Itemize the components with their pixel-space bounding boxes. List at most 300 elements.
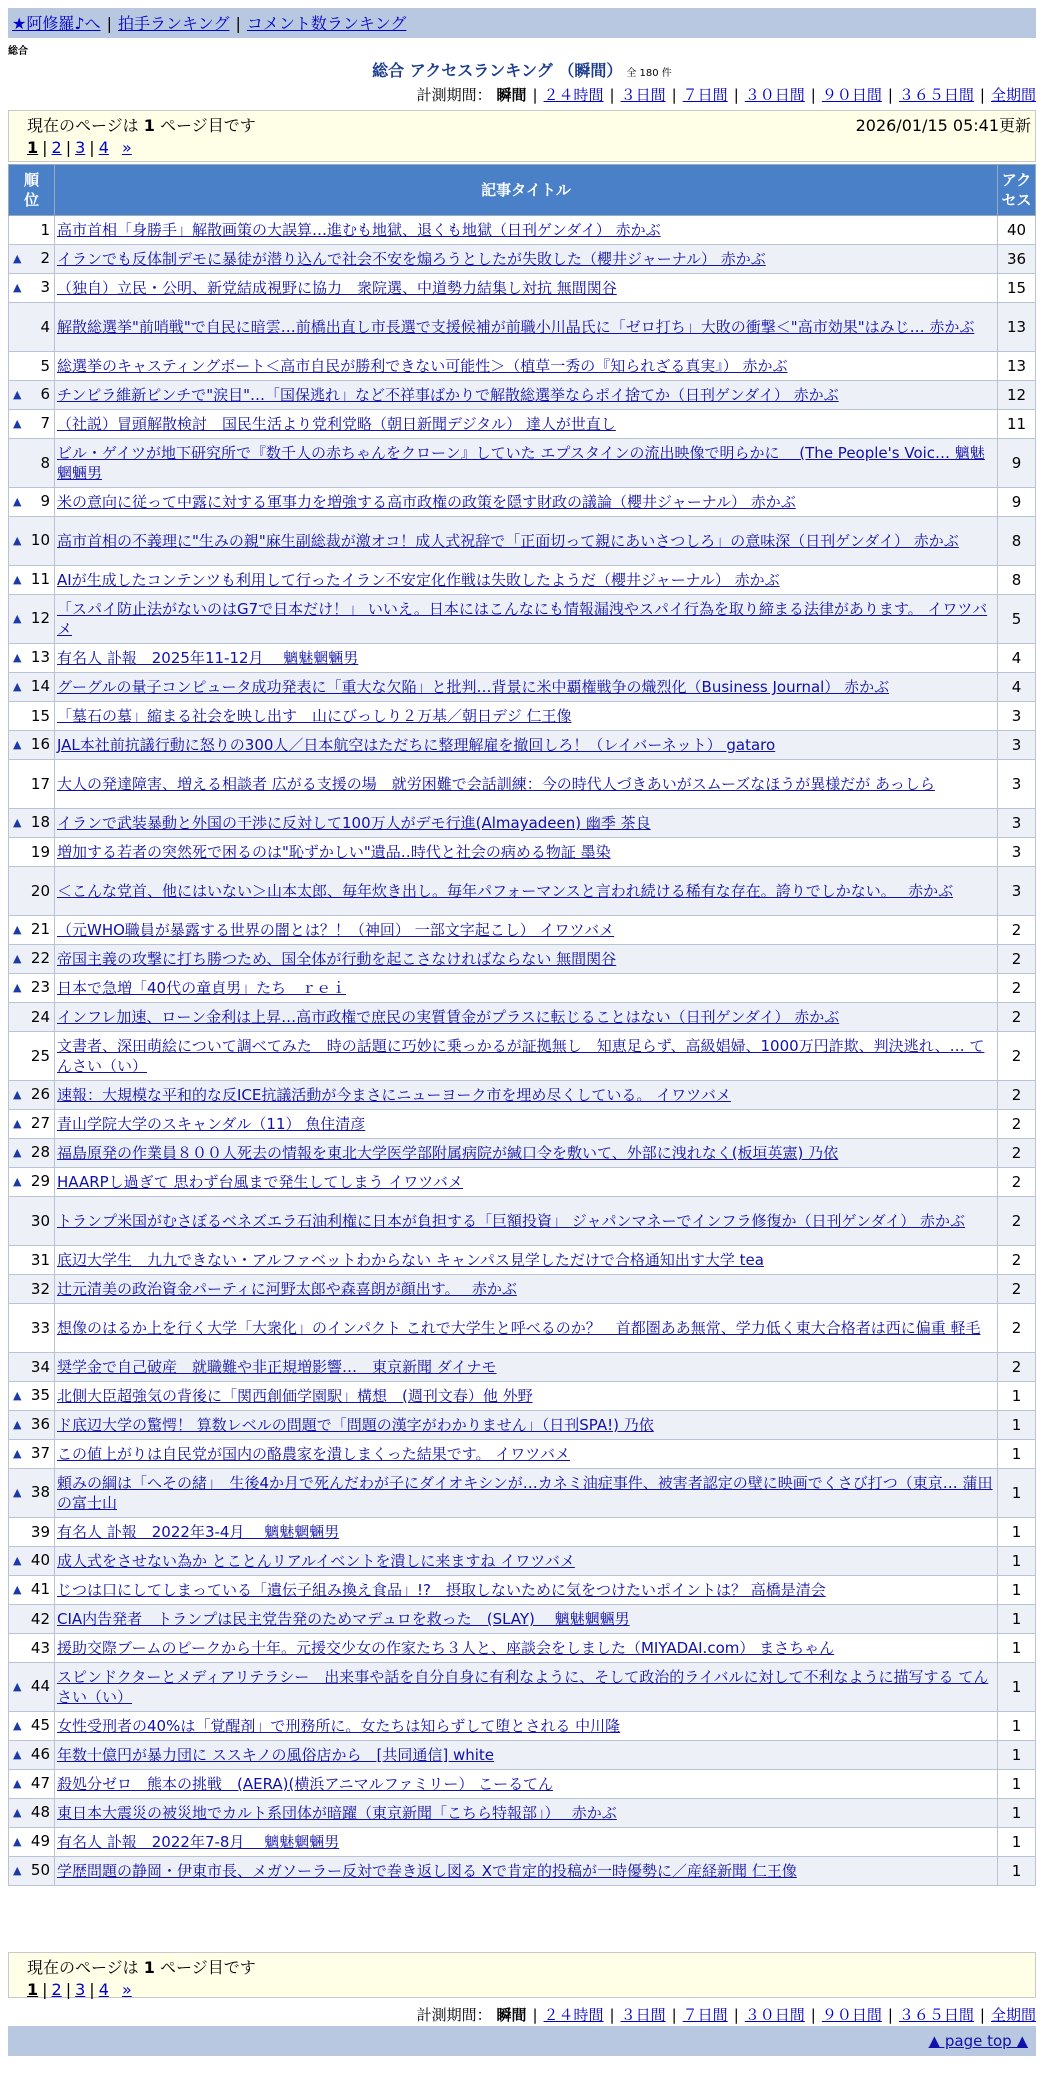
rank-number: 5 [40,357,50,375]
rank-number: 40 [30,1551,50,1569]
access-count: 2 [998,916,1036,945]
table-row [9,702,1036,731]
table-row [9,731,1036,760]
period-option[interactable]: ３６５日間 [898,86,974,104]
access-count: 11 [998,410,1036,439]
article-link[interactable]: 大人の発達障害、増える相談者 広がる支援の場 就労困難で会話訓練：今の時代人づきあいがスムーズなほうが異様だが あっしら [57,775,935,793]
up-arrow-icon: ▲ [13,1554,22,1567]
title-cell [55,1518,998,1547]
access-count: 2 [998,1110,1036,1139]
title-cell [55,439,998,488]
rank-number: 11 [30,570,50,588]
rank-cell [9,945,55,974]
table-row [9,1857,1036,1886]
access-count: 36 [998,245,1036,274]
table-row [9,1246,1036,1275]
clap-ranking-link[interactable]: 拍手ランキング [117,14,230,33]
period-option[interactable]: ３６５日間 [898,2006,974,2024]
access-count: 3 [998,760,1036,809]
title-cell [55,1712,998,1741]
up-arrow-icon: ▲ [13,281,22,294]
title-cell [55,1353,998,1382]
article-link[interactable]: 有名人 訃報 2022年7-8月 魑魅魍魎男 [57,1833,340,1851]
article-link[interactable]: 成人式をさせない為か とことんリアルイベントを潰しに来ますね イワツバメ [57,1552,575,1570]
table-row [9,945,1036,974]
article-link[interactable]: JAL本社前抗議行動に怒りの300人／日本航空はただちに整理解雇を撤回しろ！（レイバーネット） gataro [57,736,776,754]
table-row [9,595,1036,644]
page-top-link[interactable]: ▲ page top ▲ [928,2032,1028,2050]
rank-cell [9,1304,55,1353]
period-label: 計測期間： [416,2006,492,2024]
article-link[interactable]: 年数十億円が暴力団に ススキノの風俗店から [共同通信] white [57,1746,494,1764]
access-count: 3 [998,809,1036,838]
rank-cell [9,381,55,410]
rank-cell [9,216,55,245]
rank-number: 21 [30,920,50,938]
title-cell [55,731,998,760]
article-link[interactable]: 奨学金で自己破産 就職難や非正規増影響… 東京新聞 ダイナモ [57,1358,497,1376]
home-link[interactable]: ★阿修羅♪へ [12,14,101,33]
rank-cell [9,1246,55,1275]
table-row [9,1663,1036,1712]
access-count: 2 [998,1168,1036,1197]
access-count: 4 [998,673,1036,702]
article-link[interactable]: （独自）立民・公明、新党結成視野に協力 衆院選、中道勢力結集し対抗 無間関谷 [57,279,617,297]
table-row [9,867,1036,916]
access-count: 3 [998,731,1036,760]
table-row [9,352,1036,381]
title-cell [55,1469,998,1518]
title-cell [55,1741,998,1770]
table-row [9,974,1036,1003]
table-row [9,566,1036,595]
rank-cell [9,595,55,644]
access-count: 9 [998,488,1036,517]
rank-number: 39 [30,1523,50,1541]
period-option[interactable]: ３０日間 [744,2006,805,2024]
article-link[interactable]: 援助交際ブームのピークから十年。元援交少女の作家たち３人と、座談会をしました（MIYADAI.com） まさちゃん [57,1639,835,1657]
article-link[interactable]: トランプ米国がむさぼるベネズエラ石油利権に日本が負担する「巨額投資」 ジャパンマネーでインフラ修復か（日刊ゲンダイ） 赤かぶ [57,1212,966,1230]
article-link[interactable]: この値上がりは自民党が国内の酪農家を潰しまくった結果です。 イワツバメ [57,1445,570,1463]
article-link[interactable]: 文書者、深田萌絵について調べてみた 時の話題に巧妙に乗っかるが証拠無し 知恵足らず、高級娼婦、1000万円詐欺、判決逃れ、… てんさい（い） [57,1037,985,1075]
up-arrow-icon: ▲ [13,1088,22,1101]
article-link[interactable]: 「スパイ防止法がないのはG7で日本だけ！」 いいえ。日本にはこんなにも情報漏洩やスパイ行為を取り締まる法律があります。 イワツバメ [57,600,988,638]
access-count: 13 [998,352,1036,381]
title-cell [55,1304,998,1353]
access-count: 12 [998,381,1036,410]
article-link[interactable]: スピンドクターとメディアリテラシー 出来事や話を自分自身に有利なように、そして政治的ライバルに対して不利なように描写する てんさい（い） [57,1668,989,1706]
title-cell [55,809,998,838]
title-cell [55,1799,998,1828]
page-link-2[interactable]: 2 [51,1980,62,1999]
access-count: 2 [998,1246,1036,1275]
access-count: 1 [998,1663,1036,1712]
access-count: 1 [998,1634,1036,1663]
rank-number: 45 [30,1716,50,1734]
article-link[interactable]: イランでも反体制デモに暴徒が潜り込んで社会不安を煽ろうとしたが失敗した（櫻井ジャーナル） 赤かぶ [57,250,766,268]
rank-number: 28 [30,1143,50,1161]
page-link-3[interactable]: 3 [75,138,86,157]
rank-number: 49 [30,1832,50,1850]
access-count: 1 [998,1857,1036,1886]
rank-cell [9,1605,55,1634]
access-count: 2 [998,1353,1036,1382]
article-link[interactable]: 「墓石の墓」縮まる社会を映し出す 山にびっしり２万基／朝日デジ 仁王像 [57,707,572,725]
title-cell [55,644,998,673]
title-cell [55,1857,998,1886]
period-option[interactable]: ９０日間 [821,86,882,104]
title-cell [55,352,998,381]
period-option[interactable]: ９０日間 [821,2006,882,2024]
up-arrow-icon: ▲ [13,388,22,401]
access-count: 1 [998,1382,1036,1411]
rank-cell [9,1081,55,1110]
next-page-link[interactable]: » [121,1980,132,1999]
rank-number: 4 [40,318,50,336]
rank-cell [9,488,55,517]
access-header: アク セス [998,165,1036,216]
rank-number: 29 [30,1172,50,1190]
title-cell [55,1411,998,1440]
table-row [9,1547,1036,1576]
article-link[interactable]: イランで武装暴動と外国の干渉に反対して100万人がデモ行進(Almayadeen) 幽季 茶良 [57,814,651,832]
rank-number: 15 [30,707,50,725]
rank-cell [9,274,55,303]
rank-number: 18 [30,813,50,831]
category-label: 総合 [8,46,28,57]
title-cell [55,1003,998,1032]
rank-cell [9,410,55,439]
rank-number: 2 [40,249,50,267]
article-link[interactable]: 学歴問題の静岡・伊東市長、メガソーラー反対で巻き返し図る Xで肯定的投稿が一時優勢に／産経新聞 仁王像 [57,1862,797,1880]
rank-cell [9,1032,55,1081]
table-row [9,1168,1036,1197]
article-link[interactable]: CIA内告発者 トランプは民主党告発のためマデュロを救った (SLAY) 魑魅魍魎男 [57,1610,630,1628]
title-cell [55,381,998,410]
article-link[interactable]: インフレ加速、ローン金利は上昇…高市政権で庶民の実質賃金がプラスに転じることはない（日刊ゲンダイ） 赤かぶ [57,1008,840,1026]
article-link[interactable]: 有名人 訃報 2025年11-12月 魑魅魍魎男 [57,649,359,667]
title-cell [55,1770,998,1799]
up-arrow-icon: ▲ [13,1418,22,1431]
rank-cell [9,1741,55,1770]
access-count: 4 [998,644,1036,673]
rank-cell [9,1712,55,1741]
title-cell [55,1663,998,1712]
rank-number: 20 [30,882,50,900]
article-link[interactable]: ＜こんな党首、他にはいない＞山本太郎、毎年炊き出し。毎年パフォーマンスと言われ続ける稀有な存在。誇りでしかない。 赤かぶ [57,882,954,900]
table-row [9,838,1036,867]
article-link[interactable]: ビル・ゲイツが地下研究所で『数千人の赤ちゃんをクローン』していた エプスタインの流出映像で明らかに (The People's Voic… 魑魅魍魎男 [57,444,985,482]
period-option[interactable]: ３日間 [620,86,666,104]
title-cell [55,1576,998,1605]
title-cell [55,274,998,303]
period-option[interactable]: ７日間 [682,2006,728,2024]
up-arrow-icon: ▲ [13,573,22,586]
rank-number: 19 [30,843,50,861]
rank-number: 34 [30,1358,50,1376]
page-link-4[interactable]: 4 [98,1980,109,1999]
article-link[interactable]: 有名人 訃報 2022年3-4月 魑魅魍魎男 [57,1523,340,1541]
title-cell [55,1382,998,1411]
rank-cell [9,517,55,566]
footer-bar [8,2026,1036,2056]
access-count: 15 [998,274,1036,303]
article-link[interactable]: 速報：大規模な平和的な反ICE抗議活動が今まさにニューヨーク市を埋め尽くしている。 イワツバメ [57,1086,731,1104]
period-selector: 計測期間： 瞬間 | ２４時間 | ３日間 | ７日間 | ３０日間 | ９０日間 | ３６５日間 | 全期間 [416,86,1036,104]
rank-number: 38 [30,1483,50,1501]
title-cell [55,595,998,644]
period-label: 計測期間： [416,86,492,104]
title-cell [55,838,998,867]
table-row [9,760,1036,809]
table-row [9,274,1036,303]
access-count: 1 [998,1799,1036,1828]
page-link-1[interactable]: 1 [27,138,39,157]
rank-number: 25 [30,1047,50,1065]
access-count: 1 [998,1605,1036,1634]
rank-cell [9,974,55,1003]
article-link[interactable]: 女性受刑者の40%は「覚醒剤」で刑務所に。女たちは知らずして堕とされる 中川隆 [57,1717,621,1735]
rank-cell [9,439,55,488]
rank-cell [9,1197,55,1246]
pagination-links: 1 | 2 | 3 | 4 » [27,1980,132,1999]
table-row [9,1828,1036,1857]
rank-number: 41 [30,1580,50,1598]
rank-cell [9,1440,55,1469]
rank-cell [9,644,55,673]
article-link[interactable]: チンピラ維新ピンチで"涙目"…「国保逃れ」など不祥事ばかりで解散総選挙ならポイ捨てか（日刊ゲンダイ） 赤かぶ [57,386,839,404]
access-count: 8 [998,566,1036,595]
title-cell [55,760,998,809]
table-row [9,1197,1036,1246]
article-link[interactable]: 米の意向に従って中露に対する軍事力を増強する高市政権の政策を隠す財政の議論（櫻井ジャーナル） 赤かぶ [57,493,796,511]
title-cell [55,303,998,352]
title-cell [55,1168,998,1197]
period-option: 瞬間 [496,86,527,104]
article-link[interactable]: 殺処分ゼロ 熊本の挑戦 (AERA)(横浜アニマルファミリー） こーるてん [57,1775,553,1793]
access-count: 1 [998,1547,1036,1576]
article-link[interactable]: 帝国主義の攻撃に打ち勝つため、国全体が行動を起こさなければならない 無間関谷 [57,950,617,968]
rank-number: 46 [30,1745,50,1763]
period-option[interactable]: ２４時間 [543,2006,604,2024]
period-option[interactable]: 全期間 [990,86,1036,104]
up-arrow-icon: ▲ [13,612,22,625]
article-link[interactable]: グーグルの量子コンピュータ成功発表に「重大な欠陥」と批判…背景に米中覇権戦争の熾烈化（Business Journal） 赤かぶ [57,678,890,696]
table-row [9,1139,1036,1168]
table-row [9,1382,1036,1411]
access-count: 2 [998,974,1036,1003]
table-row [9,216,1036,245]
access-count: 5 [998,595,1036,644]
total-count: 全 180 件 [626,68,672,79]
access-count: 1 [998,1518,1036,1547]
rank-cell [9,731,55,760]
up-arrow-icon: ▲ [13,1835,22,1848]
rank-cell [9,1469,55,1518]
table-row [9,410,1036,439]
article-link[interactable]: 東日本大震災の被災地でカルト系団体が暗躍（東京新聞「こちら特報部」） 赤かぶ [57,1804,617,1822]
article-link[interactable]: 高市首相「身勝手」解散画策の大誤算…進むも地獄、退くも地獄（日刊ゲンダイ） 赤かぶ [57,221,661,239]
access-count: 8 [998,517,1036,566]
table-row [9,1304,1036,1353]
up-arrow-icon: ▲ [13,816,22,829]
rank-number: 1 [40,221,50,239]
access-count: 2 [998,1032,1036,1081]
up-arrow-icon: ▲ [13,680,22,693]
rank-number: 8 [40,454,50,472]
rank-number: 10 [30,531,50,549]
rank-cell [9,1411,55,1440]
heading-row [0,58,1044,81]
title-cell [55,517,998,566]
next-page-link[interactable]: » [121,138,132,157]
rank-number: 26 [30,1085,50,1103]
access-count: 3 [998,867,1036,916]
rank-number: 7 [40,414,50,432]
title-cell [55,1081,998,1110]
access-count: 3 [998,838,1036,867]
period-option[interactable]: ７日間 [682,86,728,104]
title-cell [55,1275,998,1304]
article-link[interactable]: ド底辺大学の驚愕！ 算数レベルの問題で「問題の漢字がわかりません」（日刊SPA!) 乃依 [57,1416,654,1434]
title-cell [55,945,998,974]
title-cell [55,974,998,1003]
period-option[interactable]: ３０日間 [744,86,805,104]
up-arrow-icon: ▲ [13,1777,22,1790]
up-arrow-icon: ▲ [13,1117,22,1130]
article-link[interactable]: 高市首相の不義理に"生みの親"麻生副総裁が激オコ！成人式祝辞で「正面切って親にあいさつしろ」の意味深（日刊ゲンダイ） 赤かぶ [57,532,959,550]
rank-number: 50 [30,1861,50,1879]
title-cell [55,673,998,702]
access-count: 1 [998,1411,1036,1440]
article-link[interactable]: 青山学院大学のスキャンダル（11） 魚住清彦 [57,1115,366,1133]
title-cell [55,702,998,731]
rank-cell [9,1275,55,1304]
period-option[interactable]: ２４時間 [543,86,604,104]
page-link-2[interactable]: 2 [51,138,62,157]
title-cell [55,1246,998,1275]
rank-number: 6 [40,385,50,403]
rank-number: 43 [30,1639,50,1657]
period-option[interactable]: 全期間 [990,2006,1036,2024]
table-row [9,1576,1036,1605]
rank-cell [9,1382,55,1411]
page-link-3[interactable]: 3 [75,1980,86,1999]
table-row [9,644,1036,673]
article-link[interactable]: 北側大臣超強気の背後に「関西創価学園駅」構想 (週刊文春）他 外野 [57,1387,533,1405]
rank-cell [9,1799,55,1828]
rank-number: 35 [30,1386,50,1404]
access-count: 40 [998,216,1036,245]
rank-cell [9,1110,55,1139]
rank-cell [9,1139,55,1168]
access-count: 2 [998,1081,1036,1110]
article-link[interactable]: HAARPし過ぎて 思わず台風まで発生してしまう イワツバメ [57,1173,463,1191]
table-row [9,1634,1036,1663]
article-link[interactable]: （社説）冒頭解散検討 国民生活より党利党略（朝日新聞デジタル） 達人が世直し [57,415,616,433]
article-link[interactable]: じつは口にしてしまっている「遺伝子組み換え食品」!? 摂取しないために気をつけたいポイントは？ 高橋是清会 [57,1581,826,1599]
access-count: 1 [998,1770,1036,1799]
access-count: 9 [998,439,1036,488]
rank-number: 22 [30,949,50,967]
rank-cell [9,1828,55,1857]
up-arrow-icon: ▲ [13,1748,22,1761]
article-link[interactable]: 想像のはるか上を行く大学「大衆化」のインパクト これで大学生と呼べるのか？ 首都圏ああ無常、学力低く東大合格者は西に偏重 軽毛 [57,1319,981,1337]
article-link[interactable]: 増加する若者の突然死で困るのは"恥ずかしい"遺品‥時代と社会の病める物証 墨染 [57,843,611,861]
rank-number: 37 [30,1444,50,1462]
article-link[interactable]: 福島原発の作業員８００人死去の情報を東北大学医学部附属病院が緘口令を敷いて、外部に洩れなく(板垣英憲) 乃依 [57,1144,839,1162]
rank-number: 33 [30,1319,50,1337]
page-status: 現在のページは 1 ページ目です [27,116,256,135]
article-link[interactable]: 解散総選挙"前哨戦"で自民に暗雲…前橋出直し市長選で支援候補が前職小川晶氏に「ゼロ打ち」大敗の衝撃＜"高市効果"はみじ… 赤かぶ [57,318,975,336]
title-cell [55,488,998,517]
rank-cell [9,1663,55,1712]
rank-cell [9,673,55,702]
article-link[interactable]: 頼みの綱は「へその緒」 生後4か月で死んだわが子にダイオキシンが…カネミ油症事件、被害者認定の壁に映画でくさび打つ（東京… 蒲田の富士山 [57,1474,993,1512]
up-arrow-icon: ▲ [13,1486,22,1499]
period-option[interactable]: ３日間 [620,2006,666,2024]
article-link[interactable]: 辻元清美の政治資金パーティに河野太郎や森喜朗が顔出す。 赤かぶ [57,1280,517,1298]
rank-cell [9,1003,55,1032]
rank-number: 3 [40,278,50,296]
article-link[interactable]: 日本で急増「40代の童貞男」たち ｒｅｉ [57,979,347,997]
table-row [9,916,1036,945]
comment-ranking-link[interactable]: コメント数ランキング [246,14,407,33]
pager-bottom [8,1952,1036,1998]
up-arrow-icon: ▲ [13,981,22,994]
title-cell [55,410,998,439]
access-count: 13 [998,303,1036,352]
rank-number: 12 [30,609,50,627]
table-row [9,1741,1036,1770]
rank-cell [9,1770,55,1799]
title-header: 記事タイトル [55,165,998,216]
rank-cell [9,303,55,352]
table-row [9,488,1036,517]
title-cell [55,916,998,945]
article-link[interactable]: （元WHO職員が暴露する世界の闇とは？！（神回） 一部文字起こし） イワツバメ [57,921,615,939]
title-cell [55,867,998,916]
title-cell [55,1197,998,1246]
title-cell [55,1139,998,1168]
pagination-links: 1 | 2 | 3 | 4 » [27,138,132,157]
up-arrow-icon: ▲ [13,952,22,965]
up-arrow-icon: ▲ [13,923,22,936]
article-link[interactable]: 底辺大学生 九九できない・アルファベットわからない キャンパス見学しただけで合格通知出す大学 tea [57,1251,764,1269]
article-link[interactable]: 総選挙のキャスティングボート＜高市自民が勝利できない可能性＞（植草一秀の『知られざる真実』） 赤かぶ [57,357,788,375]
up-arrow-icon: ▲ [13,534,22,547]
access-count: 1 [998,1440,1036,1469]
rank-number: 27 [30,1114,50,1132]
table-row [9,303,1036,352]
table-row [9,1275,1036,1304]
access-count: 2 [998,1304,1036,1353]
access-count: 2 [998,1003,1036,1032]
table-row [9,1081,1036,1110]
title-cell [55,1440,998,1469]
rank-number: 47 [30,1774,50,1792]
period-selector: 計測期間： 瞬間 | ２４時間 | ３日間 | ７日間 | ３０日間 | ９０日間 | ３６５日間 | 全期間 [416,2006,1036,2024]
access-count: 3 [998,702,1036,731]
rank-number: 23 [30,978,50,996]
page-link-1[interactable]: 1 [27,1980,39,1999]
article-link[interactable]: AIが生成したコンテンツも利用して行ったイラン不安定化作戦は失敗したようだ（櫻井ジャーナル） 赤かぶ [57,571,780,589]
up-arrow-icon: ▲ [13,1447,22,1460]
table-row [9,1799,1036,1828]
page-link-4[interactable]: 4 [98,138,109,157]
access-count: 1 [998,1469,1036,1518]
rank-cell [9,1547,55,1576]
